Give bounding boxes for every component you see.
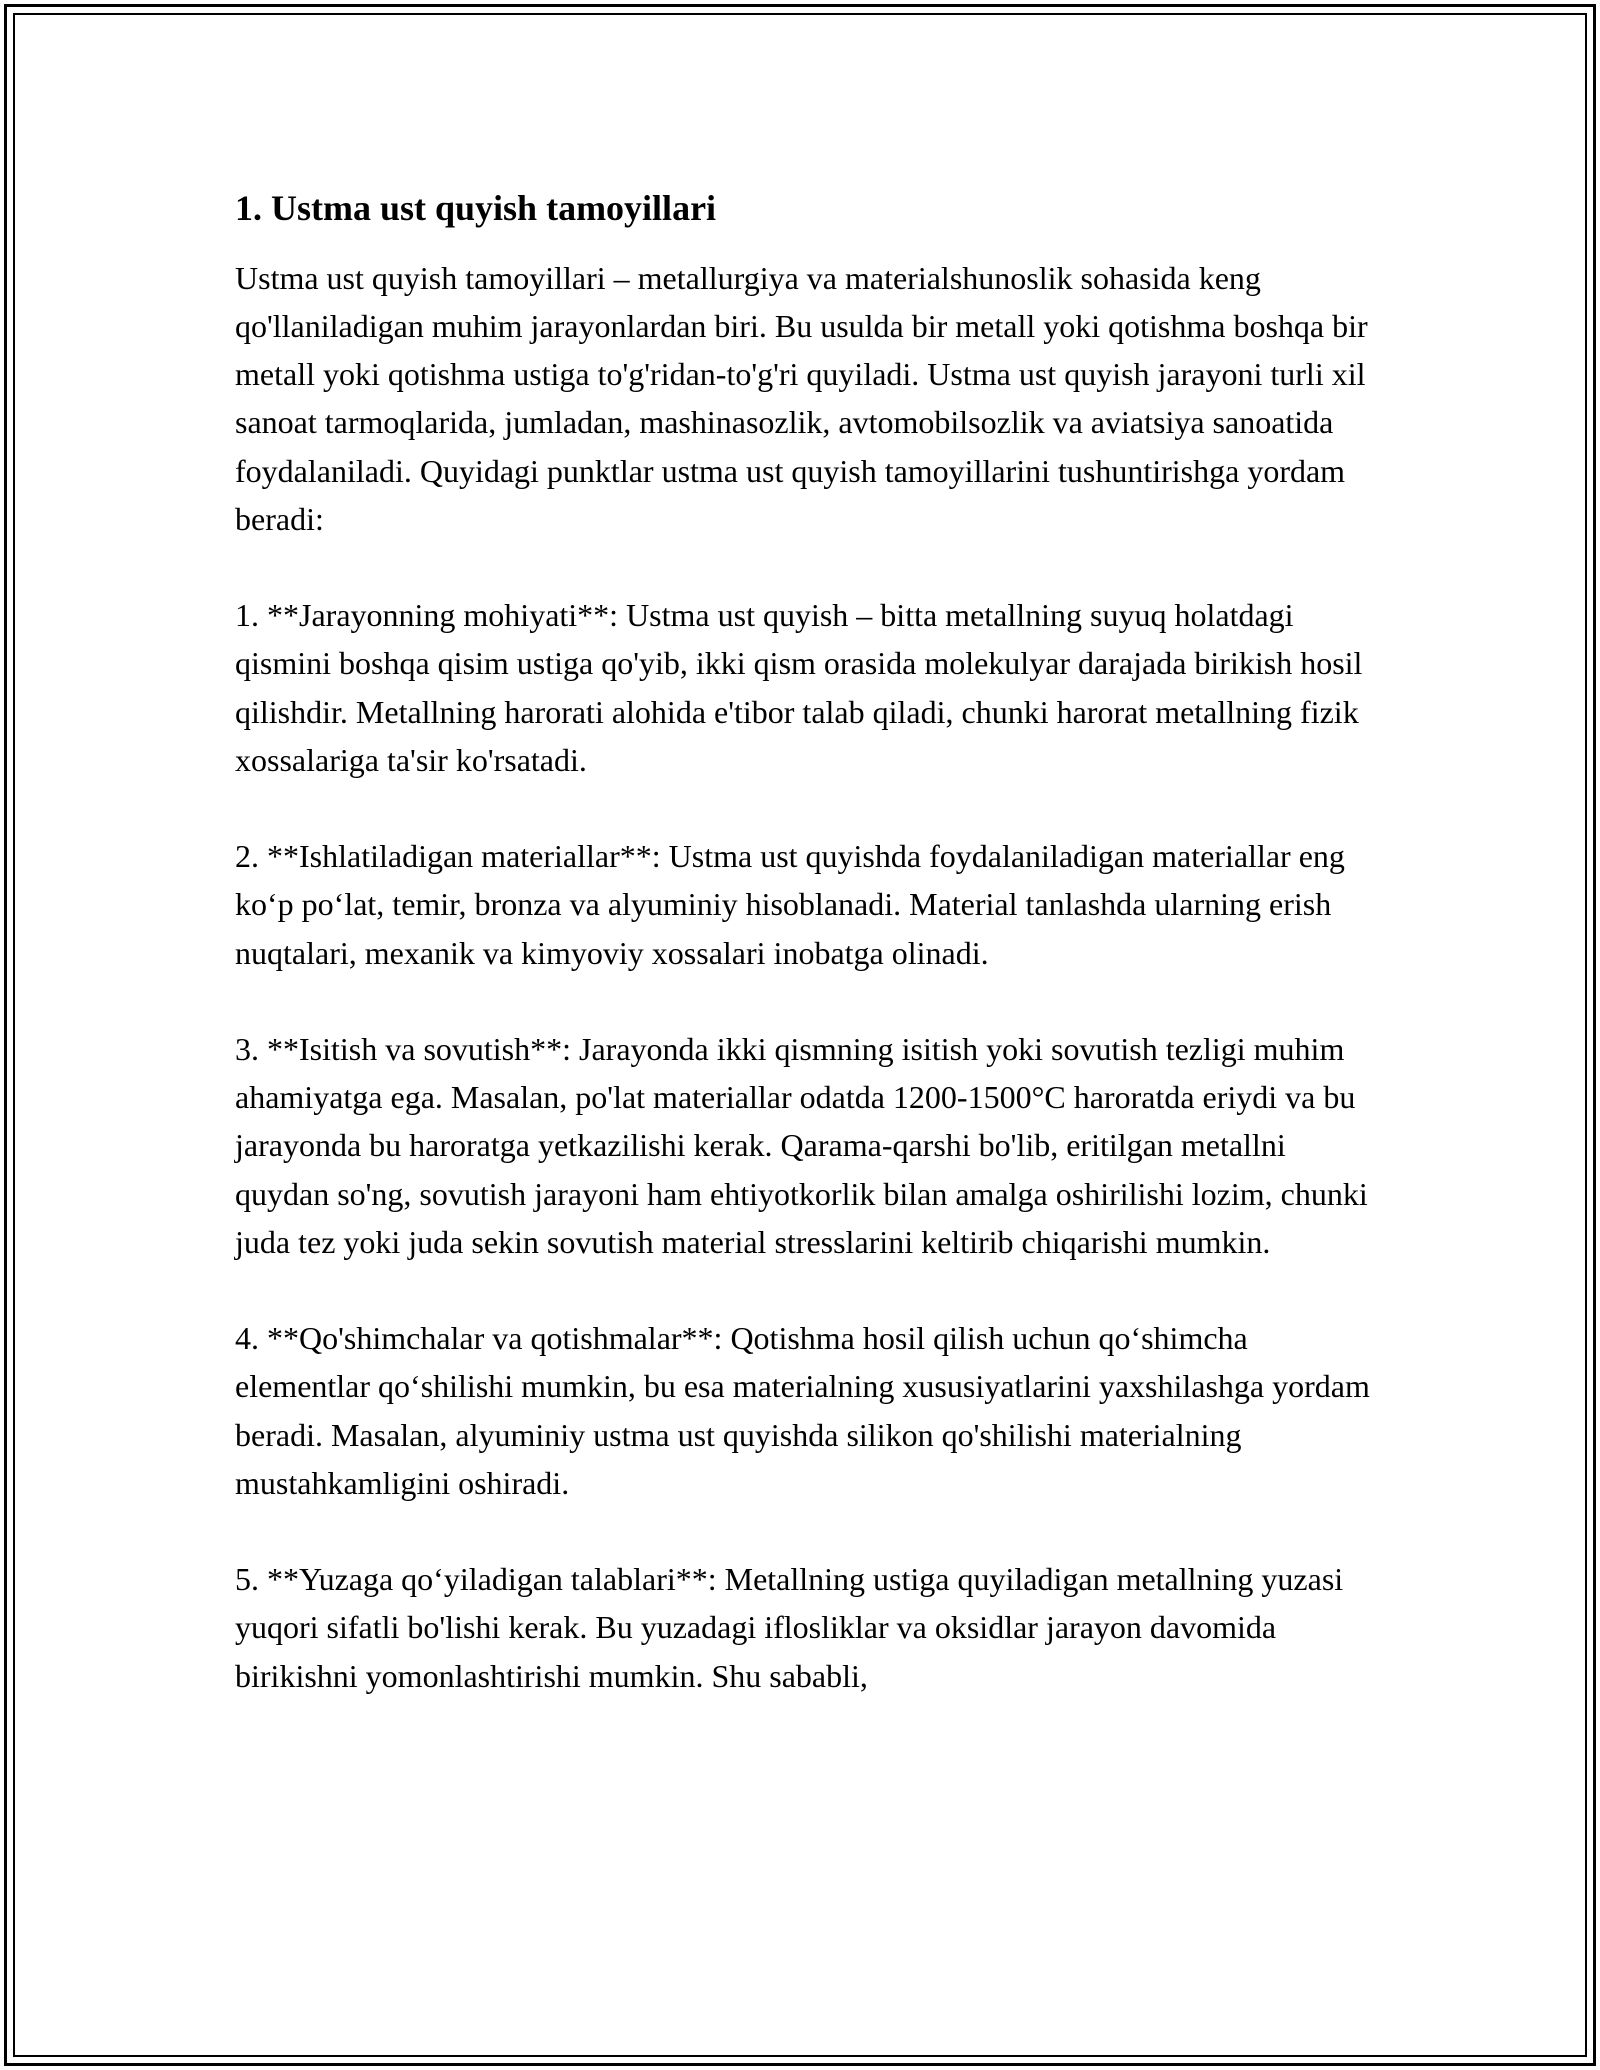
paragraph-item-5: 5. **Yuzaga qo‘yiladigan talablari**: Metallning ustiga quyiladigan metallning yuzasi yuqori sifatli bo'lishi kerak. Bu yuzadagi iflosliklar va oksidlar jarayon davomida birikishni yomonlashtirishi mumkin. Shu sababli, bbox=[235, 1561, 1344, 1694]
document-title: 1. Ustma ust quyish tamoyillari bbox=[235, 188, 717, 228]
paragraph-item-2: 2. **Ishlatiladigan materiallar**: Ustma ust quyishda foydalaniladigan materiallar eng ko‘p po‘lat, temir, bronza va alyuminiy hisoblanadi. Material tanlashda ularning erish nuqtalari, mexanik va kimyoviy xossalari inobatga olinadi. bbox=[235, 838, 1345, 971]
paragraph-intro: Ustma ust quyish tamoyillari – metallurgiya va materialshunoslik sohasida keng qo'llaniladigan muhim jarayonlardan biri. Bu usulda bir metall yoki qotishma boshqa bir metall yoki qotishma ustiga to'g'ridan-to'g'ri quyiladi. Ustma ust quyish jarayoni turli xil sanoat tarmoqlarida, jumladan, mashinasozlik, avtomobilsozlik va aviatsiya sanoatida foydalaniladi. Quyidagi punktlar ustma ust quyish tamoyillarini tushuntirishga yordam beradi: bbox=[235, 259, 1368, 537]
paragraph-item-4: 4. **Qo'shimchalar va qotishmalar**: Qotishma hosil qilish uchun qo‘shimcha elementlar qo‘shilishi mumkin, bu esa materialning xususiyatlarini yaxshilashga yordam beradi. Masalan, alyuminiy ustma ust quyishda silikon qo'shilishi materialning mustahkamligini oshiradi. bbox=[235, 1320, 1370, 1501]
paragraph-item-1: 1. **Jarayonning mohiyati**: Ustma ust quyish – bitta metallning suyuq holatdagi qismini boshqa qisim ustiga qo'yib, ikki qism orasida molekulyar darajada birikish hosil qilishdir. Metallning harorati alohida e'tibor talab qiladi, chunki harorat metallning fizik xossalariga ta'sir ko'rsatadi. bbox=[235, 597, 1363, 778]
paragraph-item-3: 3. **Isitish va sovutish**: Jarayonda ikki qismning isitish yoki sovutish tezligi muhim ahamiyatga ega. Masalan, po'lat materiallar odatda 1200-1500°C haroratda eriydi va bu jarayonda bu haroratga yetkazilishi kerak. Qarama-qarshi bo'lib, eritilgan metallni quydan so'ng, sovutish jarayoni ham ehtiyotkorlik bilan amalga oshirilishi lozim, chunki juda tez yoki juda sekin sovutish material stresslarini keltirib chiqarishi mumkin. bbox=[235, 1031, 1368, 1260]
document-body bbox=[235, 185, 1375, 1748]
